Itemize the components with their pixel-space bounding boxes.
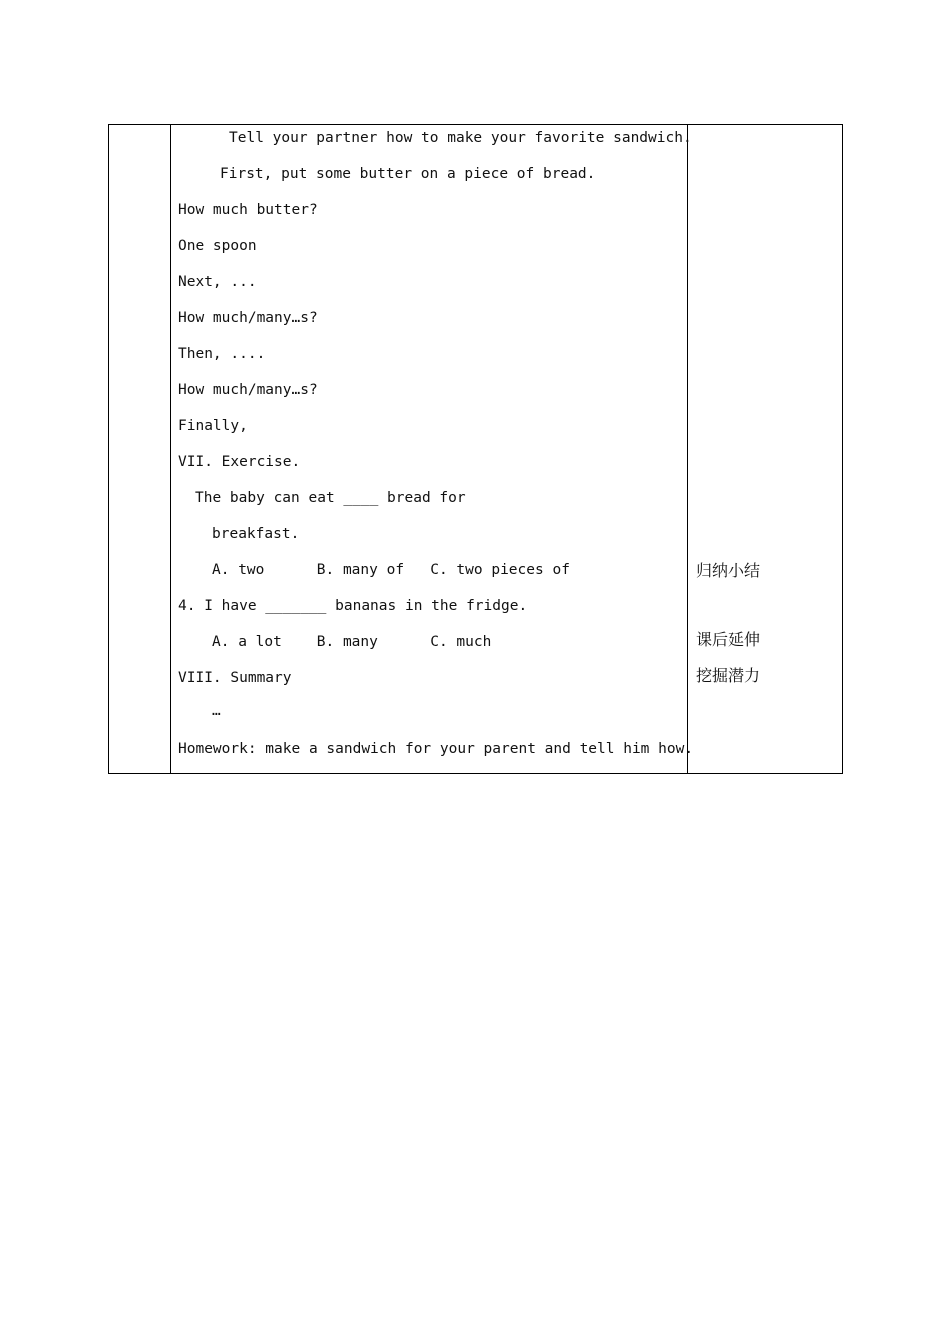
column-divider-right [687,125,688,773]
exercise-question-1: The baby can eat ____ bread for [195,490,466,506]
then-step-line: Then, .... [178,346,266,362]
note-potential: 挖掘潜力 [696,666,761,685]
next-step-line: Next, ... [178,274,257,290]
homework-line: Homework: make a sandwich for your parent and tell him how. [178,741,694,757]
exercise-options-1: A. two B. many of C. two pieces of [212,562,570,578]
section-heading-summary: VIII. Summary [178,670,292,686]
section-heading-exercise: VII. Exercise. [178,454,301,470]
note-extension: 课后延伸 [696,630,761,649]
finally-step-line: Finally, [178,418,248,434]
exercise-question-4: 4. I have _______ bananas in the fridge. [178,598,528,614]
sandwich-instruction: Tell your partner how to make your favorite sandwich. [229,130,692,146]
column-divider-left [170,125,171,773]
question-how-much-many-1: How much/many…s? [178,310,318,326]
first-step-line: First, put some butter on a piece of bread. [220,166,596,182]
exercise-question-1-cont: breakfast. [212,526,300,542]
note-summary: 归纳小结 [696,561,761,580]
exercise-options-4: A. a lot B. many C. much [212,634,492,650]
summary-ellipsis: … [212,703,221,719]
answer-one-spoon: One spoon [178,238,257,254]
question-how-much-many-2: How much/many…s? [178,382,318,398]
question-how-much-butter: How much butter? [178,202,318,218]
